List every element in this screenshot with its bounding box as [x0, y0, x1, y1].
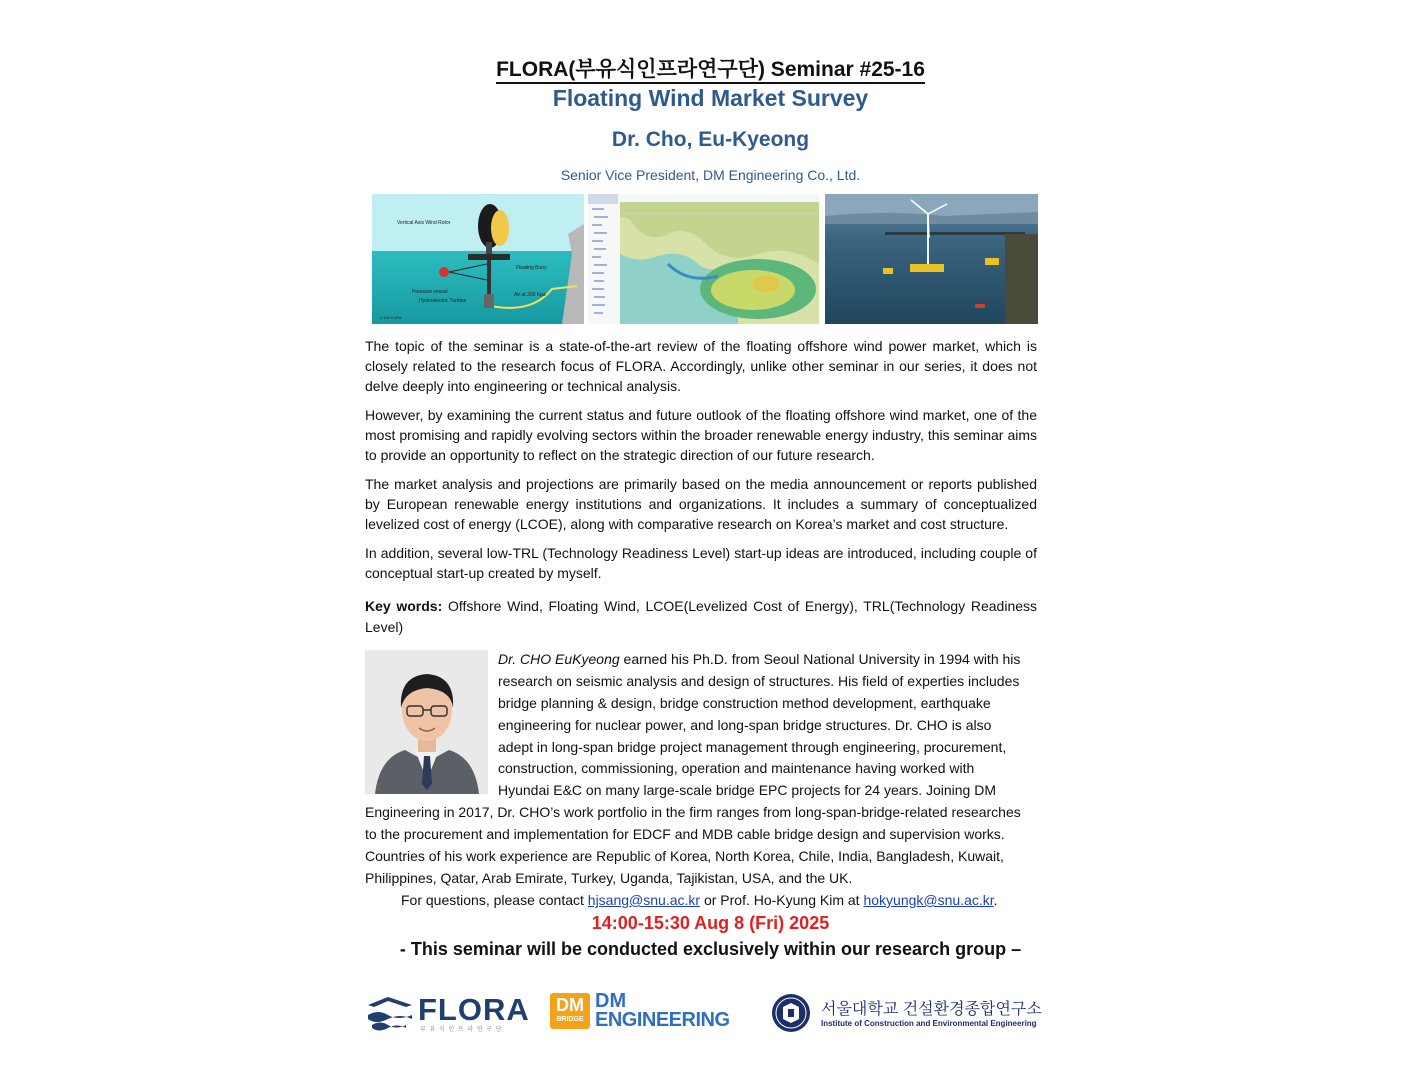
keywords-text: Offshore Wind, Floating Wind, LCOE(Levelized Cost of Energy), TRL(Technology Readiness Level) [365, 598, 1038, 635]
bio-line-8: Engineering in 2017, Dr. CHO’s work portfolio in the firm ranges from long-span-bridge-related researches [365, 804, 1021, 820]
wind-resource-map-image [588, 194, 819, 324]
bio-line-9: to the procurement and implementation for EDCF and MDB cable bridge design and supervision works. [365, 826, 1005, 842]
contact-suffix: . [993, 892, 998, 908]
dm-wordmark-line1: DM [595, 990, 627, 1012]
keywords [365, 596, 1037, 638]
bio-line-1-text: earned his Ph.D. from Seoul National University in 1994 with his [623, 651, 1021, 667]
floating-turbines-photo [825, 194, 1038, 324]
dm-badge-top: DM [556, 995, 584, 1015]
speaker-portrait [365, 650, 488, 794]
bio-line-2: research on seismic analysis and design of structures. His field of experties includes [498, 673, 1020, 689]
dm-engineering-logo [550, 990, 756, 1031]
keywords-label: Key words: [365, 598, 443, 614]
speaker-name: Dr. Cho, Eu-Kyeong [611, 128, 810, 151]
seminar-title: Floating Wind Market Survey [552, 85, 869, 111]
label-air: Air at 200 Kpa [514, 292, 546, 298]
label-buoy: Floating Buoy [516, 265, 547, 271]
seminar-schedule: 14:00-15:30 Aug 8 (Fri) 2025 [591, 913, 830, 933]
speaker-affiliation: Senior Vice President, DM Engineering Co., Ltd. [560, 167, 861, 183]
bio-line-10: Countries of his work experience are Republic of Korea, North Korea, Chile, India, Bangladesh, Kuwait, [365, 848, 1004, 864]
bio-line-3: bridge planning & design, bridge construction method development, earthquake [498, 695, 991, 711]
label-base: 1 100.0 kPa [380, 315, 402, 320]
bio-line-1 [498, 648, 1020, 670]
flora-subtitle: 부 유 식 인 프 라 연 구 단 [420, 1027, 503, 1033]
contact-middle: or Prof. Ho-Kyung Kim at [703, 892, 860, 908]
bio-line-6: construction, commissioning, operation and maintenance having worked with [498, 760, 975, 776]
dm-badge-bottom: BRIDGE [556, 1016, 584, 1023]
email-link-hjsang[interactable]: hjsang@snu.ac.kr [587, 892, 701, 908]
contact-line [401, 890, 998, 910]
dm-bridge-badge [550, 993, 590, 1029]
email-link-hokyungk[interactable]: hokyungk@snu.ac.kr [863, 892, 994, 908]
label-rotor: Vertical Axis Wind Rotor [397, 220, 451, 226]
dm-wordmark-line2: ENGINEERING [595, 1009, 730, 1031]
abstract-paragraph-3: The market analysis and projections are primarily based on the media announcement or reports published by European renewable energy institutions and organizations. It includes a summary of conceptualized levelized cost of energy (LCOE), along with comparative research on Korea’s market and cost structure. [365, 476, 1037, 532]
abstract-paragraph-1: The topic of the seminar is a state-of-the-art review of the floating offshore wind power market, which is closely related to the research focus of FLORA. Accordingly, unlike other seminar in our series, it does not delve deeply into engineering or technical analysis. [365, 338, 1037, 394]
series-title: FLORA(부유식인프라연구단) Seminar #25-16 [0, 53, 1421, 83]
snu-emblem-icon [771, 993, 811, 1033]
bio-name: Dr. CHO EuKyeong [498, 651, 620, 667]
seminar-notice: - This seminar will be conducted exclusively within our research group – [399, 939, 1022, 959]
abstract-paragraph-4: In addition, several low-TRL (Technology Readiness Level) start-up ideas are introduced, including couple of conceptual start-up created by myself. [365, 545, 1037, 581]
bio-line-11: Philippines, Qatar, Arab Emirate, Turkey, Uganda, Tajikistan, USA, and the UK. [365, 870, 853, 886]
contact-prefix: For questions, please contact [401, 892, 584, 908]
label-vessel: Pressure vessel [412, 289, 448, 295]
abstract-paragraph-2: However, by examining the current status and future outlook of the floating offshore wind market, one of the most promising and rapidly evolving sectors within the broader renewable energy industry, this seminar aims to provide an opportunity to reflect on the strategic direction of our future research. [365, 407, 1037, 463]
flora-wordmark: FLORA [418, 992, 530, 1027]
bio-line-4: engineering for nuclear power, and long-span bridge structures. Dr. CHO is also [498, 717, 992, 733]
label-turbine: Hydroelectric Turbine [419, 298, 467, 304]
snu-institute-logo [771, 993, 1042, 1035]
bio-line-7: Hyundai E&C on many large-scale bridge EPC projects for 24 years. Joining DM [498, 782, 997, 798]
wind-rotor-diagram-image [372, 194, 584, 324]
snu-korean-name: 서울대학교 건설환경종합연구소 [821, 1001, 1042, 1018]
flora-logo [366, 993, 531, 1035]
snu-english-name: Institute of Construction and Environmental Engineering [821, 1019, 1037, 1028]
flora-wave-icon [366, 995, 414, 1031]
bio-line-5: adept in long-span bridge project management through engineering, procurement, [498, 739, 1007, 755]
